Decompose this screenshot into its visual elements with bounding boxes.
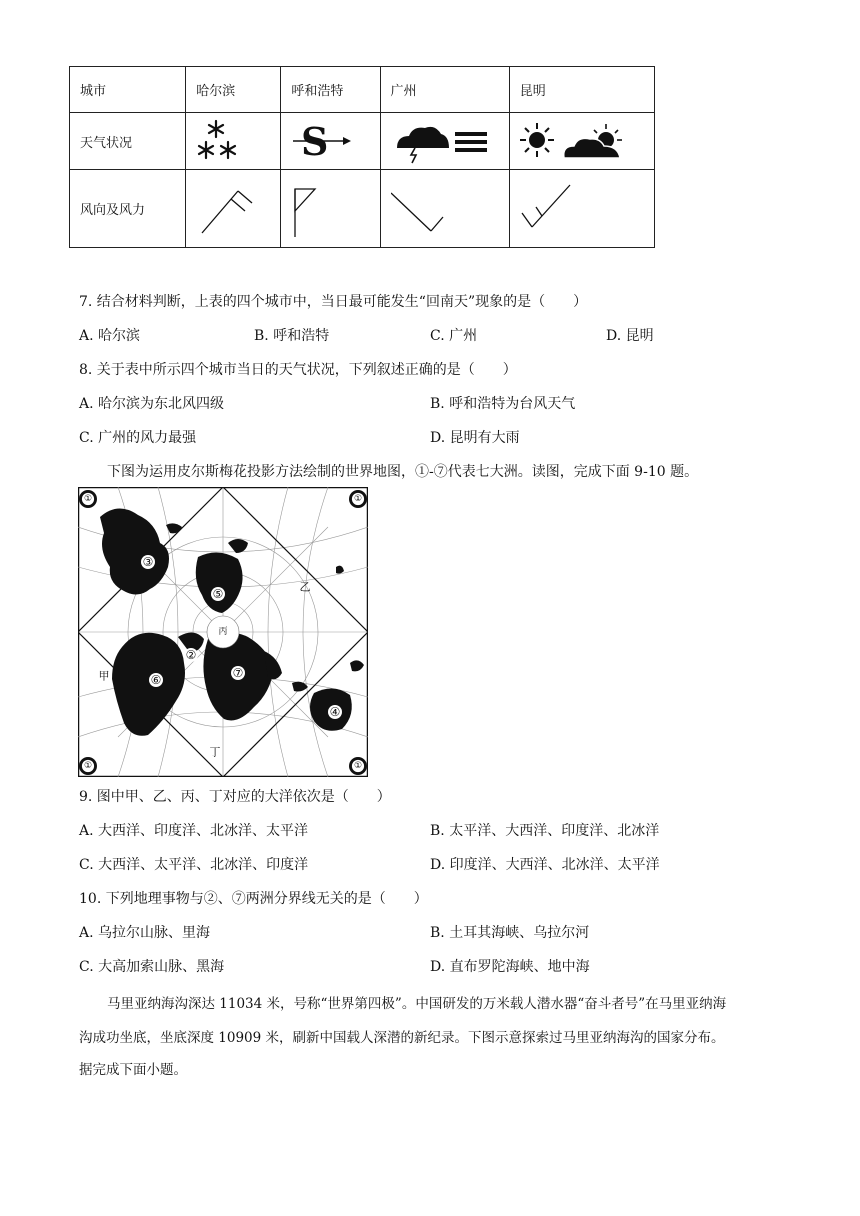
q9-option-d: D. 印度洋、大西洋、北冰洋、太平洋: [430, 857, 660, 873]
q9-option-c: C. 大西洋、太平洋、北冰洋、印度洋: [79, 857, 309, 873]
header-city: 城市: [70, 67, 186, 113]
header-kunming: 昆明: [509, 67, 654, 113]
table-header-row: [70, 67, 655, 113]
header-harbin: 哈尔滨: [186, 67, 281, 113]
snow-icon: [196, 118, 256, 164]
q7-option-d: D. 昆明: [606, 328, 654, 344]
header-hohhot: 呼和浩特: [281, 67, 380, 113]
header-guangzhou: 广州: [380, 67, 509, 113]
wind-barb-guangzhou-icon: [391, 179, 461, 239]
svg-text:S: S: [301, 119, 329, 164]
q7-option-c: C. 广州: [430, 328, 478, 344]
table-row-wind: [70, 170, 655, 248]
q7-option-a: A. 哈尔滨: [79, 328, 141, 344]
row-label-weather: 天气状况: [70, 113, 186, 170]
q10-option-d: D. 直布罗陀海峡、地中海: [430, 959, 590, 975]
q8-option-b: B. 呼和浩特为台风天气: [430, 396, 576, 412]
question-10-stem: 10. 下列地理事物与②、⑦两洲分界线无关的是（ ）: [79, 891, 428, 907]
q8-option-c: C. 广州的风力最强: [79, 430, 197, 446]
continent-label-2: ②: [185, 648, 197, 662]
question-7-stem: 7. 结合材料判断，上表的四个城市中，当日最可能发生“回南天”现象的是（ ）: [79, 294, 588, 310]
q10-option-b: B. 土耳其海峡、乌拉尔河: [430, 925, 590, 941]
continent-label-4: ④: [329, 705, 341, 719]
q10-option-a: A. 乌拉尔山脉、里海: [79, 925, 211, 941]
q9-option-a: A. 大西洋、印度洋、北冰洋、太平洋: [79, 823, 309, 839]
mariana-intro-line-1: 马里亚纳海沟深达 11034 米，号称“世界第四极”。中国研发的万米载人潜水器“奋斗者号”在马里亚纳海: [107, 996, 727, 1012]
q10-option-c: C. 大高加索山脉、黑海: [79, 959, 225, 975]
ocean-label-yi: 乙: [299, 580, 311, 594]
q9-option-b: B. 太平洋、大西洋、印度洋、北冰洋: [430, 823, 660, 839]
weather-table: [69, 66, 655, 248]
question-9-stem: 9. 图中甲、乙、丙、丁对应的大洋依次是（ ）: [79, 789, 391, 805]
map-intro-text: 下图为运用皮尔斯梅花投影方法绘制的世界地图，①-⑦代表七大洲。读图，完成下面 9-10 题。: [107, 464, 699, 480]
mariana-intro-line-2: 沟成功坐底，坐底深度 10909 米，刷新中国载人深潜的新纪录。下图示意探索过马里亚纳海沟的国家分布。: [79, 1030, 725, 1046]
question-8-stem: 8. 关于表中所示四个城市当日的天气状况，下列叙述正确的是（ ）: [79, 362, 517, 378]
continent-label-1-bottom-right: ①: [353, 761, 363, 771]
continent-label-1-bottom-left: ①: [83, 761, 93, 771]
continent-label-1-top-right: ①: [353, 494, 363, 504]
ocean-label-ding: 丁: [209, 745, 221, 759]
ocean-label-jia: 甲: [98, 669, 110, 683]
q8-option-d: D. 昆明有大雨: [430, 430, 520, 446]
continent-label-1-top-left: ①: [83, 494, 93, 504]
wind-barb-hohhot-icon: [291, 179, 351, 239]
q8-option-a: A. 哈尔滨为东北风四级: [79, 396, 225, 412]
table-row-weather: [70, 113, 655, 170]
continent-label-6: ⑥: [150, 673, 162, 687]
thunderstorm-fog-icon: [391, 118, 491, 164]
continent-label-7: ⑦: [232, 666, 244, 680]
continent-label-5: ⑤: [212, 587, 224, 601]
wind-barb-harbin-icon: [196, 179, 256, 239]
world-map-peirce-quincuncial: [78, 487, 368, 777]
sunny-partly-cloudy-icon: [520, 118, 630, 164]
row-label-wind: 风向及风力: [70, 170, 186, 248]
continent-label-3: ③: [142, 555, 154, 569]
q7-option-b: B. 呼和浩特: [254, 328, 330, 344]
sandstorm-icon: [291, 118, 355, 164]
ocean-label-bing: 丙: [218, 627, 228, 637]
wind-barb-kunming-icon: [520, 179, 590, 239]
mariana-intro-line-3: 据完成下面小题。: [79, 1062, 187, 1078]
